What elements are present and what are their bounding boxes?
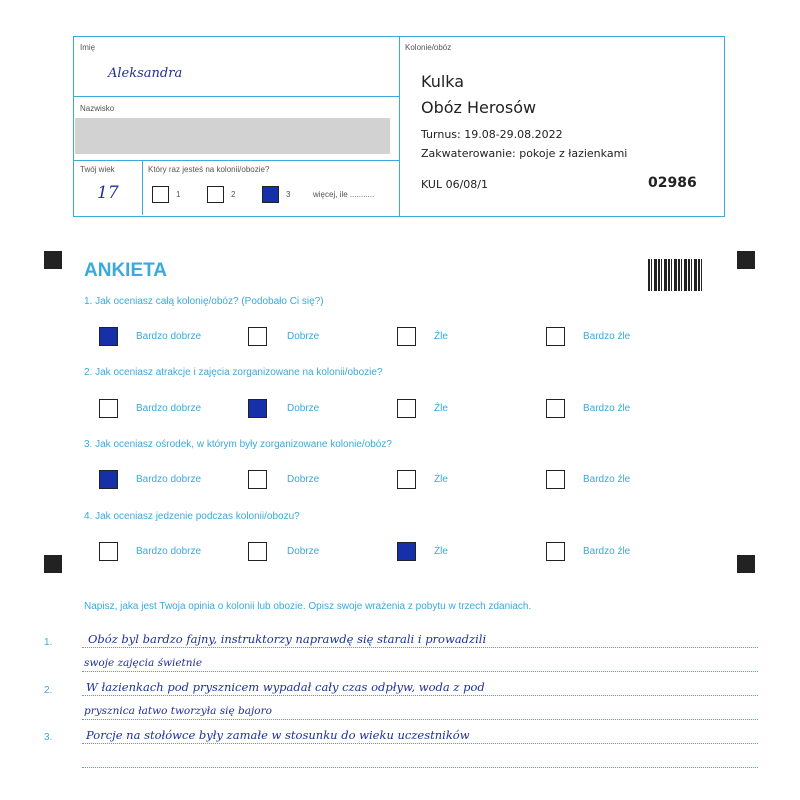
- q3-option-zle-checkbox[interactable]: [397, 470, 416, 489]
- visit-count-3-label: 3: [286, 190, 291, 199]
- q2-option-label: Bardzo źle: [583, 403, 631, 414]
- q4-option-label: Bardzo dobrze: [136, 546, 202, 557]
- q1-option-bardzo-zle-checkbox[interactable]: [546, 327, 565, 346]
- nazwisko-label: Nazwisko: [80, 104, 115, 113]
- registration-marker: [44, 251, 62, 269]
- q1-option-label: Bardzo źle: [583, 331, 631, 342]
- q4-option-bardzo-zle-checkbox[interactable]: [546, 542, 565, 561]
- answer-line-1[interactable]: Obóz byl bardzo fajny, instruktorzy naprawdę się starali i prowadzili: [88, 632, 487, 646]
- q3-option-bardzo-dobrze-checkbox[interactable]: [99, 470, 118, 489]
- visit-count-2-checkbox[interactable]: [207, 186, 224, 203]
- q1-option-bardzo-dobrze-checkbox[interactable]: [99, 327, 118, 346]
- registration-marker: [44, 555, 62, 573]
- form-number: 02986: [648, 175, 697, 191]
- answer-line-4[interactable]: prysznica łatwo tworzyła się bajoro: [84, 705, 272, 717]
- barcode: [648, 259, 704, 291]
- wiek-value[interactable]: 17: [97, 183, 119, 203]
- line-number: 3.: [44, 732, 53, 743]
- q3-option-label: Źle: [434, 474, 448, 485]
- q3-option-label: Bardzo dobrze: [136, 474, 202, 485]
- q1-option-label: Źle: [434, 331, 448, 342]
- wiecej-label: więcej, ile ...........: [313, 190, 375, 199]
- opinion-prompt: Napisz, jaka jest Twoja opinia o kolonii lub obozie. Opisz swoje wrażenia z pobytu w trzech zdaniach.: [84, 601, 532, 612]
- q4-option-label: Źle: [434, 546, 448, 557]
- q1-option-label: Bardzo dobrze: [136, 331, 202, 342]
- form-code: KUL 06/08/1: [421, 178, 488, 191]
- q2-option-bardzo-zle-checkbox[interactable]: [546, 399, 565, 418]
- imie-value[interactable]: Aleksandra: [108, 66, 183, 81]
- answer-line: [82, 647, 758, 648]
- divider: [142, 160, 143, 215]
- answer-line: [82, 695, 758, 696]
- q2-option-dobrze-checkbox[interactable]: [248, 399, 267, 418]
- answer-line: [82, 719, 758, 720]
- q2-option-zle-checkbox[interactable]: [397, 399, 416, 418]
- q4-option-dobrze-checkbox[interactable]: [248, 542, 267, 561]
- zakwaterowanie: Zakwaterowanie: pokoje z łazienkami: [421, 147, 628, 160]
- answer-line-5[interactable]: Porcje na stołówce były zamałe w stosunku do wieku uczestników: [86, 728, 470, 742]
- camp-name: Kulka: [421, 72, 465, 91]
- q4-option-label: Dobrze: [287, 546, 320, 557]
- q3-option-label: Bardzo źle: [583, 474, 631, 485]
- question-2-text: 2. Jak oceniasz atrakcje i zajęcia zorganizowane na kolonii/obozie?: [84, 367, 383, 378]
- wiek-label: Twój wiek: [80, 165, 115, 174]
- answer-line-3[interactable]: W łazienkach pod prysznicem wypadał cały czas odpływ, woda z pod: [86, 680, 485, 694]
- registration-marker: [737, 555, 755, 573]
- camp-title: Obóz Herosów: [421, 98, 537, 117]
- answer-line: [82, 767, 758, 768]
- q4-option-label: Bardzo źle: [583, 546, 631, 557]
- kolonie-label: Kolonie/obóz: [405, 43, 452, 52]
- line-number: 1.: [44, 637, 53, 648]
- q1-option-dobrze-checkbox[interactable]: [248, 327, 267, 346]
- divider: [74, 160, 399, 161]
- divider: [74, 96, 399, 97]
- visit-count-3-checkbox[interactable]: [262, 186, 279, 203]
- question-3-text: 3. Jak oceniasz ośrodek, w którym były zorganizowane kolonie/obóz?: [84, 439, 392, 450]
- q3-option-label: Dobrze: [287, 474, 320, 485]
- q4-option-zle-checkbox[interactable]: [397, 542, 416, 561]
- q2-option-label: Dobrze: [287, 403, 320, 414]
- answer-line-2[interactable]: swoje zajęcia świetnie: [84, 657, 203, 669]
- ktory-raz-label: Który raz jesteś na kolonii/obozie?: [148, 165, 270, 174]
- imie-label: Imię: [80, 43, 96, 52]
- visit-count-1-label: 1: [176, 190, 181, 199]
- answer-line: [82, 671, 758, 672]
- question-1-text: 1. Jak oceniasz całą kolonię/obóz? (Podobało Ci się?): [84, 296, 324, 307]
- line-number: 2.: [44, 685, 53, 696]
- q2-option-label: Bardzo dobrze: [136, 403, 202, 414]
- question-4-text: 4. Jak oceniasz jedzenie podczas kolonii/obozu?: [84, 511, 300, 522]
- q4-option-bardzo-dobrze-checkbox[interactable]: [99, 542, 118, 561]
- survey-title: ANKIETA: [84, 260, 168, 281]
- q1-option-label: Dobrze: [287, 331, 320, 342]
- q3-option-bardzo-zle-checkbox[interactable]: [546, 470, 565, 489]
- visit-count-1-checkbox[interactable]: [152, 186, 169, 203]
- q1-option-zle-checkbox[interactable]: [397, 327, 416, 346]
- q3-option-dobrze-checkbox[interactable]: [248, 470, 267, 489]
- answer-line: [82, 743, 758, 744]
- q2-option-bardzo-dobrze-checkbox[interactable]: [99, 399, 118, 418]
- nazwisko-redacted: [75, 118, 390, 154]
- turnus: Turnus: 19.08-29.08.2022: [421, 128, 563, 141]
- visit-count-2-label: 2: [231, 190, 236, 199]
- q2-option-label: Źle: [434, 403, 448, 414]
- registration-marker: [737, 251, 755, 269]
